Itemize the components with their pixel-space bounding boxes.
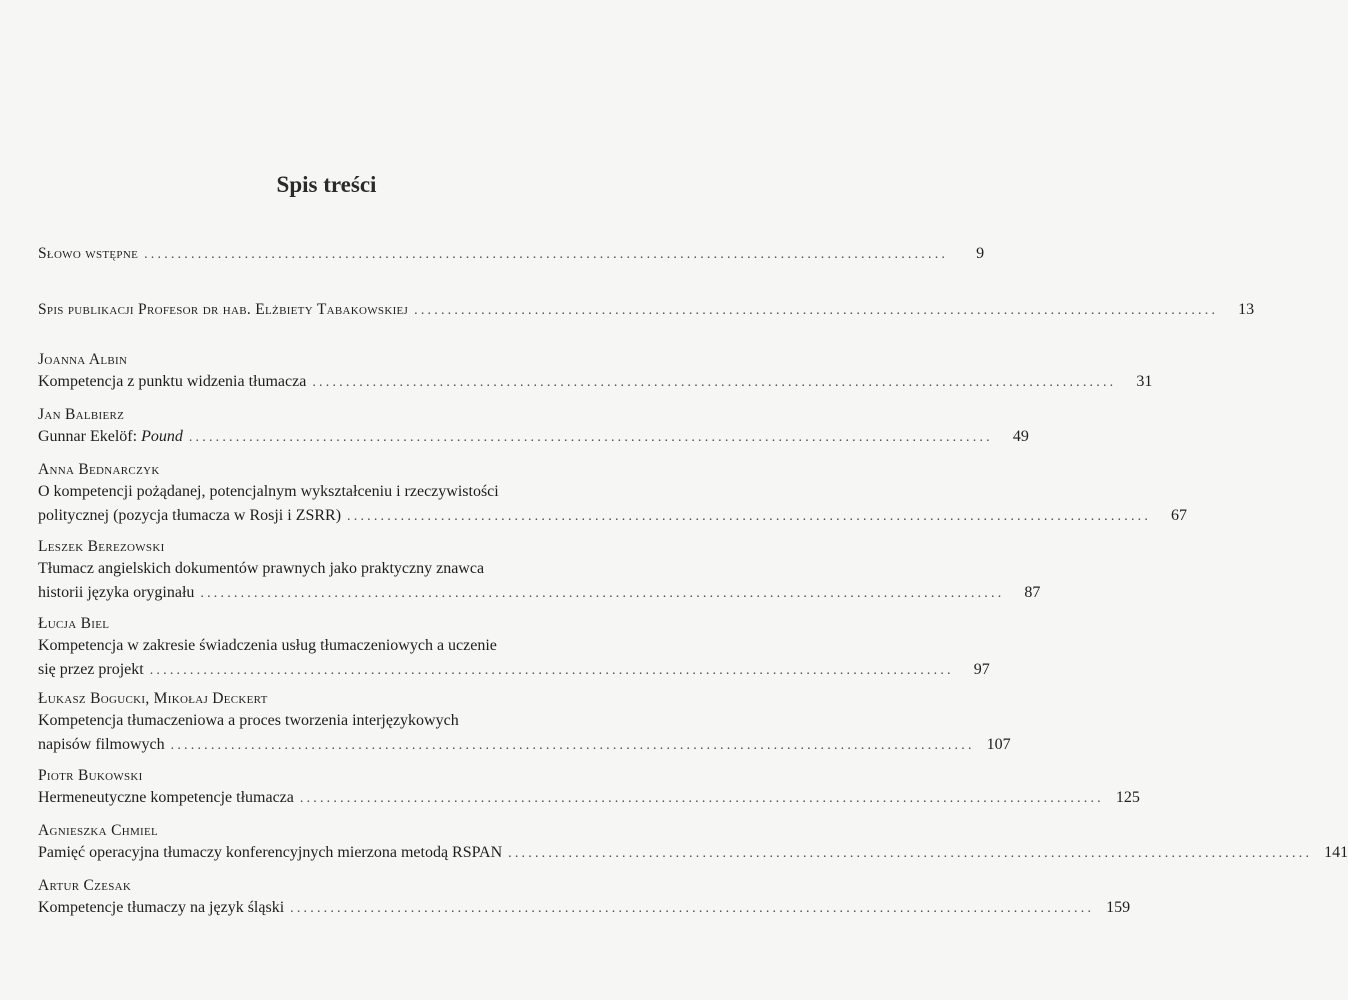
toc-entry (38, 298, 1255, 323)
page-number: 159 (1106, 899, 1131, 916)
entry-author: Leszek Berezowski (38, 538, 165, 555)
page-number: 141 (1324, 844, 1348, 861)
entry-title: Pamięć operacyjna tłumaczy konferencyjnych mierzona metodą RSPAN (38, 844, 503, 861)
page-number: 87 (1024, 584, 1041, 601)
entry-title: napisów filmowych (38, 736, 165, 753)
toc-line (38, 242, 985, 267)
page-number: 125 (1115, 789, 1140, 806)
dot-leader: ........................................................................................................................ (144, 247, 949, 262)
toc-line (38, 896, 1131, 921)
toc-entry (38, 350, 1153, 395)
toc-line (38, 425, 1029, 450)
page-title: Spis treści (276, 172, 377, 197)
toc-line (38, 733, 1011, 758)
entry-title: Kompetencje tłumaczy na język śląski (38, 899, 285, 916)
entry-title: O kompetencji pożądanej, potencjalnym wykształceniu i rzeczywistości (38, 483, 499, 500)
toc-entry (38, 405, 1029, 450)
dot-leader: ........................................................................................................................ (149, 663, 954, 678)
entry-title: politycznej (pozycja tłumacza w Rosji i ZSRR) (38, 507, 342, 524)
entry-title: historii języka oryginału (38, 584, 195, 601)
toc-line (38, 658, 990, 683)
entry-title: Kompetencja tłumaczeniowa a proces tworzenia interjęzykowych (38, 712, 459, 729)
toc-entry (38, 766, 1140, 811)
entry-title-italic: Pound (141, 428, 183, 445)
toc-entry (38, 242, 985, 267)
toc-entry (38, 876, 1131, 921)
entry-title: Hermeneutyczne kompetencje tłumacza (38, 789, 294, 806)
dot-leader: ........................................................................................................................ (170, 738, 975, 753)
entry-author: Anna Bednarczyk (38, 461, 160, 478)
toc-entry (38, 614, 990, 683)
toc-line (38, 786, 1140, 811)
entry-title (38, 425, 183, 449)
dot-leader: ........................................................................................................................ (312, 375, 1117, 390)
toc-line (38, 504, 1188, 529)
entry-title-part: Gunnar Ekelöf: (38, 428, 142, 445)
toc-line (38, 634, 569, 658)
entry-title: Kompetencja z punktu widzenia tłumacza (38, 373, 307, 390)
entry-author: Łucja Biel (38, 615, 110, 632)
page-number: 9 (976, 245, 985, 262)
dot-leader: ........................................................................................................................ (200, 586, 1005, 601)
toc-line (38, 709, 569, 733)
toc-line (38, 581, 1041, 606)
page-number: 13 (1238, 301, 1255, 318)
toc-line (38, 370, 1153, 395)
toc-entry (38, 689, 1011, 758)
entry-title: Kompetencja w zakresie świadczenia usług tłumaczeniowych a uczenie (38, 637, 497, 654)
entry-title: się przez projekt (38, 661, 144, 678)
entry-title: Tłumacz angielskich dokumentów prawnych jako praktyczny znawca (38, 560, 485, 577)
entry-title: Słowo wstępne (38, 245, 139, 262)
page-number: 107 (986, 736, 1011, 753)
entry-author: Piotr Bukowski (38, 767, 143, 784)
dot-leader: ........................................................................................................................ (290, 901, 1095, 916)
entry-author: Joanna Albin (38, 351, 128, 368)
entry-author: Jan Balbierz (38, 406, 125, 423)
toc-line (38, 557, 569, 581)
page-number: 97 (973, 661, 990, 678)
entry-title: Spis publikacji Profesor dr hab. Elżbiety Tabakowskiej (38, 301, 409, 318)
page-number: 31 (1136, 373, 1153, 390)
dot-leader: ........................................................................................................................ (414, 303, 1219, 318)
entry-author: Artur Czesak (38, 877, 132, 894)
dot-leader: ........................................................................................................................ (508, 846, 1313, 861)
toc-line (38, 841, 1348, 866)
toc-entry (38, 821, 1348, 866)
dot-leader: ........................................................................................................................ (188, 430, 993, 445)
entry-author: Agnieszka Chmiel (38, 822, 159, 839)
toc-entry (38, 537, 1041, 606)
entry-author: Łukasz Bogucki, Mikołaj Deckert (38, 690, 268, 707)
page-number: 67 (1171, 507, 1188, 524)
dot-leader: ........................................................................................................................ (299, 791, 1104, 806)
toc-entry (38, 460, 1188, 529)
page-number: 49 (1012, 428, 1029, 445)
toc-line (38, 298, 1255, 323)
toc-line (38, 480, 569, 504)
dot-leader: ........................................................................................................................ (347, 509, 1152, 524)
